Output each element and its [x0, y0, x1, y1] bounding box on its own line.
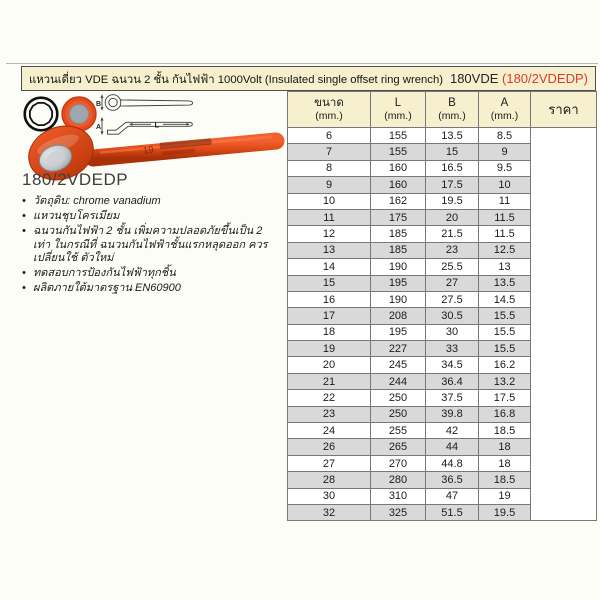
table-cell: 190 — [371, 259, 426, 275]
table-cell: 15 — [426, 144, 479, 160]
table-cell: 11 — [479, 193, 531, 209]
table-cell: 265 — [371, 439, 426, 455]
product-title: แหวนเดี่ยว VDE ฉนวน 2 ชั้น กันไฟฟ้า 1000Volt (Insulated single offset ring wrench) — [29, 73, 443, 86]
table-cell: 28 — [288, 472, 371, 488]
table-cell: 26 — [288, 439, 371, 455]
dim-label-l: L — [154, 120, 160, 130]
table-cell: 27.5 — [426, 291, 479, 307]
table-cell: 185 — [371, 242, 426, 258]
spec-table — [287, 91, 597, 521]
table-cell: 17.5 — [426, 177, 479, 193]
table-cell: 160 — [371, 160, 426, 176]
table-cell: 51.5 — [426, 504, 479, 520]
table-cell: 16.5 — [426, 160, 479, 176]
feature-list — [22, 195, 280, 297]
table-cell: 27 — [288, 455, 371, 471]
col-header-size: ขนาด (mm.) — [288, 92, 371, 128]
table-cell: 325 — [371, 504, 426, 520]
table-cell: 6 — [288, 128, 371, 144]
table-cell: 245 — [371, 357, 426, 373]
table-cell: 9 — [479, 144, 531, 160]
table-cell: 12.5 — [479, 242, 531, 258]
col-header-a: A (mm.) — [479, 92, 531, 128]
table-cell: 13 — [288, 242, 371, 258]
table-cell: 8 — [288, 160, 371, 176]
wrench-size-marking: 19 — [142, 144, 155, 157]
table-cell: 18 — [479, 439, 531, 455]
table-cell: 16.2 — [479, 357, 531, 373]
table-cell: 227 — [371, 341, 426, 357]
spec-table-head — [288, 92, 597, 128]
table-cell: 36.4 — [426, 373, 479, 389]
table-row — [288, 128, 597, 144]
table-cell: 19.5 — [479, 504, 531, 520]
table-cell: 22 — [288, 390, 371, 406]
product-code: 180/2VDEDP — [22, 170, 129, 189]
table-cell: 30.5 — [426, 308, 479, 324]
table-cell: 30 — [426, 324, 479, 340]
table-cell: 24 — [288, 423, 371, 439]
feature-item: • แหวนชุบโครเมียม — [22, 210, 280, 224]
table-cell: 19 — [479, 488, 531, 504]
table-cell: 16 — [288, 291, 371, 307]
table-cell: 12 — [288, 226, 371, 242]
col-header-l: L (mm.) — [371, 92, 426, 128]
table-cell: 310 — [371, 488, 426, 504]
table-cell: 250 — [371, 390, 426, 406]
table-cell: 17.5 — [479, 390, 531, 406]
table-cell: 244 — [371, 373, 426, 389]
spec-table-body — [288, 128, 597, 521]
table-cell: 36.5 — [426, 472, 479, 488]
table-cell: 15.5 — [479, 308, 531, 324]
table-cell: 37.5 — [426, 390, 479, 406]
table-cell: 30 — [288, 488, 371, 504]
col-header-b: B (mm.) — [426, 92, 479, 128]
price-cell-empty — [531, 128, 597, 521]
table-cell: 9.5 — [479, 160, 531, 176]
model-variant-code: (180/2VDEDP) — [502, 71, 588, 86]
feature-item: • วัตถุดิบ: chrome vanadium — [22, 195, 280, 209]
table-cell: 11.5 — [479, 209, 531, 225]
table-cell: 195 — [371, 324, 426, 340]
table-cell: 34.5 — [426, 357, 479, 373]
table-cell: 20 — [288, 357, 371, 373]
table-cell: 47 — [426, 488, 479, 504]
model-number: 180VDE — [449, 71, 499, 86]
table-cell: 185 — [371, 226, 426, 242]
table-cell: 14 — [288, 259, 371, 275]
table-cell: 13.5 — [426, 128, 479, 144]
table-cell: 162 — [371, 193, 426, 209]
table-cell: 42 — [426, 423, 479, 439]
table-cell: 255 — [371, 423, 426, 439]
table-cell: 13 — [479, 259, 531, 275]
model-codes — [450, 71, 588, 86]
table-cell: 27 — [426, 275, 479, 291]
table-cell: 7 — [288, 144, 371, 160]
table-cell: 25.5 — [426, 259, 479, 275]
table-cell: 19.5 — [426, 193, 479, 209]
table-cell: 15 — [288, 275, 371, 291]
table-cell: 44 — [426, 439, 479, 455]
table-cell: 160 — [371, 177, 426, 193]
table-cell: 15.5 — [479, 341, 531, 357]
table-cell: 32 — [288, 504, 371, 520]
table-cell: 10 — [288, 193, 371, 209]
table-cell: 155 — [371, 144, 426, 160]
table-cell: 21.5 — [426, 226, 479, 242]
table-cell: 195 — [371, 275, 426, 291]
table-cell: 19 — [288, 341, 371, 357]
table-cell: 250 — [371, 406, 426, 422]
table-cell: 10 — [479, 177, 531, 193]
table-cell: 33 — [426, 341, 479, 357]
table-cell: 17 — [288, 308, 371, 324]
table-cell: 20 — [426, 209, 479, 225]
table-cell: 155 — [371, 128, 426, 144]
product-panel — [21, 92, 289, 532]
table-cell: 39.8 — [426, 406, 479, 422]
table-cell: 175 — [371, 209, 426, 225]
table-cell: 44.8 — [426, 455, 479, 471]
top-divider — [6, 63, 598, 64]
table-cell: 23 — [288, 406, 371, 422]
table-cell: 208 — [371, 308, 426, 324]
table-cell: 18.5 — [479, 472, 531, 488]
table-cell: 15.5 — [479, 324, 531, 340]
table-cell: 270 — [371, 455, 426, 471]
table-cell: 190 — [371, 291, 426, 307]
table-cell: 280 — [371, 472, 426, 488]
dim-label-a: A — [96, 124, 102, 131]
table-cell: 18 — [288, 324, 371, 340]
table-cell: 18 — [479, 455, 531, 471]
table-cell: 9 — [288, 177, 371, 193]
header-bar — [21, 66, 596, 91]
table-cell: 21 — [288, 373, 371, 389]
dim-label-b: B — [96, 101, 102, 108]
table-cell: 8.5 — [479, 128, 531, 144]
table-cell: 11 — [288, 209, 371, 225]
table-cell: 13.5 — [479, 275, 531, 291]
feature-item: • ผลิตภายใต้มาตรฐาน EN60900 — [22, 282, 280, 296]
table-cell: 11.5 — [479, 226, 531, 242]
feature-item: • ฉนวนกันไฟฟ้า 2 ชั้น เพิ่มความปลอดภัยขึ้นเป็น 2 เท่า ในกรณีที่ ฉนวนกันไฟฟ้าชั้นแรกหลุดออก ควรเปลี่ยนใช้ ตัวใหม่ — [22, 225, 280, 266]
table-cell: 23 — [426, 242, 479, 258]
table-cell: 13.2 — [479, 373, 531, 389]
feature-item: • ทดสอบการป้องกันไฟฟ้าทุกชิ้น — [22, 267, 280, 281]
table-cell: 16.8 — [479, 406, 531, 422]
table-cell: 14.5 — [479, 291, 531, 307]
table-cell: 18.5 — [479, 423, 531, 439]
col-header-price: ราคา — [531, 92, 597, 128]
